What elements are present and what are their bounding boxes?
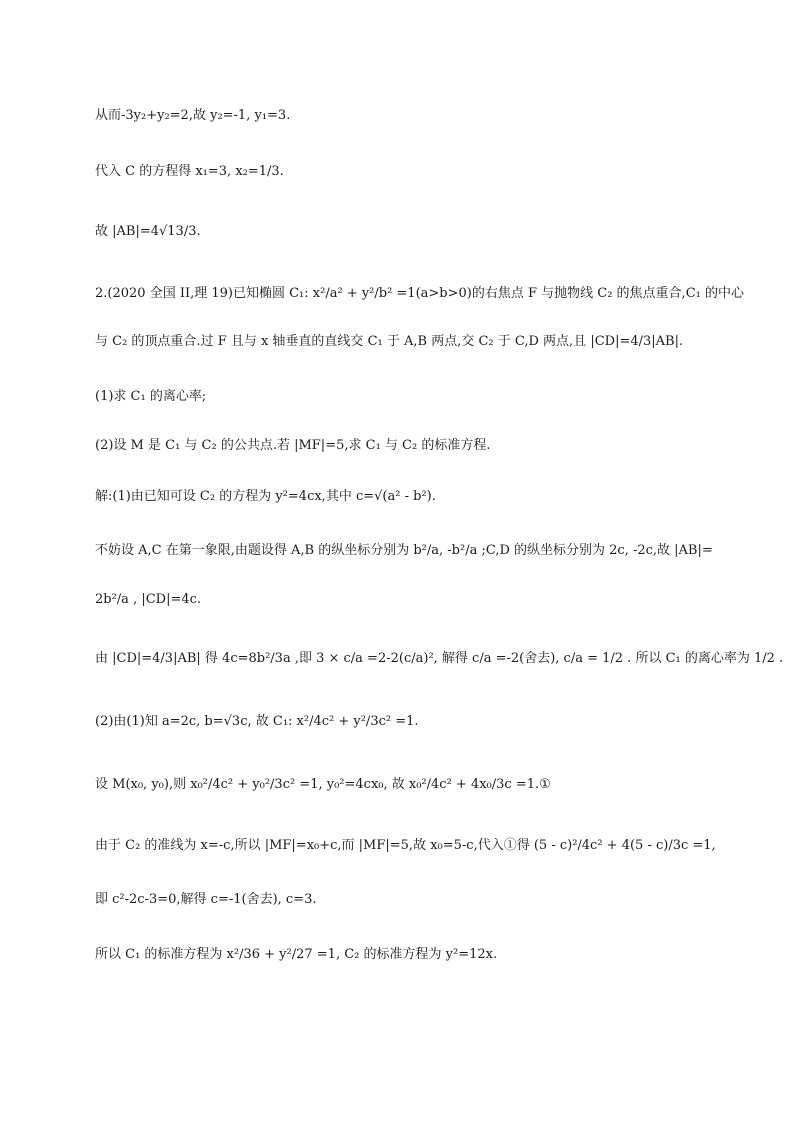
question-2: (2)设 M 是 C₁ 与 C₂ 的公共点.若 |MF|=5,求 C₁ 与 C₂ 的标准方程. [95, 438, 491, 453]
text-line-1: 从而-3y₂+y₂=2,故 y₂=-1, y₁=3. [95, 108, 291, 123]
problem-2-statement: 2.(2020 全国 II,理 19)已知椭圆 C₁: x²/a² + y²/b² =1(a>b>0)的右焦点 F 与抛物线 C₂ 的焦点重合,C₁ 的中心 [95, 286, 744, 301]
solution-part-1: 解:(1)由已知可设 C₂ 的方程为 y²=4cx,其中 c=√(a² - b²). [95, 489, 436, 504]
text-line-3: 故 |AB|=4√13/3. [95, 224, 201, 239]
question-1: (1)求 C₁ 的离心率; [95, 389, 207, 404]
solution-line: 2b²/a , |CD|=4c. [95, 592, 202, 607]
solution-line: 所以 C₁ 的标准方程为 x²/36 + y²/27 =1, C₂ 的标准方程为 y²=12x. [95, 947, 498, 962]
solution-line: 不妨设 A,C 在第一象限,由题设得 A,B 的纵坐标分别为 b²/a, -b²/a ;C,D 的纵坐标分别为 2c, -2c,故 |AB|= [95, 543, 713, 558]
text-line-2: 代入 C 的方程得 x₁=3, x₂=1/3. [95, 164, 284, 179]
solution-line: 即 c²-2c-3=0,解得 c=-1(舍去), c=3. [95, 892, 317, 907]
solution-line: 由 |CD|=4/3|AB| 得 4c=8b²/3a ,即 3 × c/a =2-2(c/a)², 解得 c/a =-2(舍去), c/a = 1/2 . 所以 C₁ 的离心率为 1/2 . [95, 651, 784, 666]
problem-2-statement-cont: 与 C₂ 的顶点重合.过 F 且与 x 轴垂直的直线交 C₁ 于 A,B 两点,交 C₂ 于 C,D 两点,且 |CD|=4/3|AB|. [95, 334, 684, 349]
solution-line: 设 M(x₀, y₀),则 x₀²/4c² + y₀²/3c² =1, y₀²=4cx₀, 故 x₀²/4c² + 4x₀/3c =1.① [95, 777, 551, 792]
solution-line: 由于 C₂ 的准线为 x=-c,所以 |MF|=x₀+c,而 |MF|=5,故 x₀=5-c,代入①得 (5 - c)²/4c² + 4(5 - c)/3c =1, [95, 838, 716, 853]
solution-part-2: (2)由(1)知 a=2c, b=√3c, 故 C₁: x²/4c² + y²/3c² =1. [95, 714, 419, 729]
